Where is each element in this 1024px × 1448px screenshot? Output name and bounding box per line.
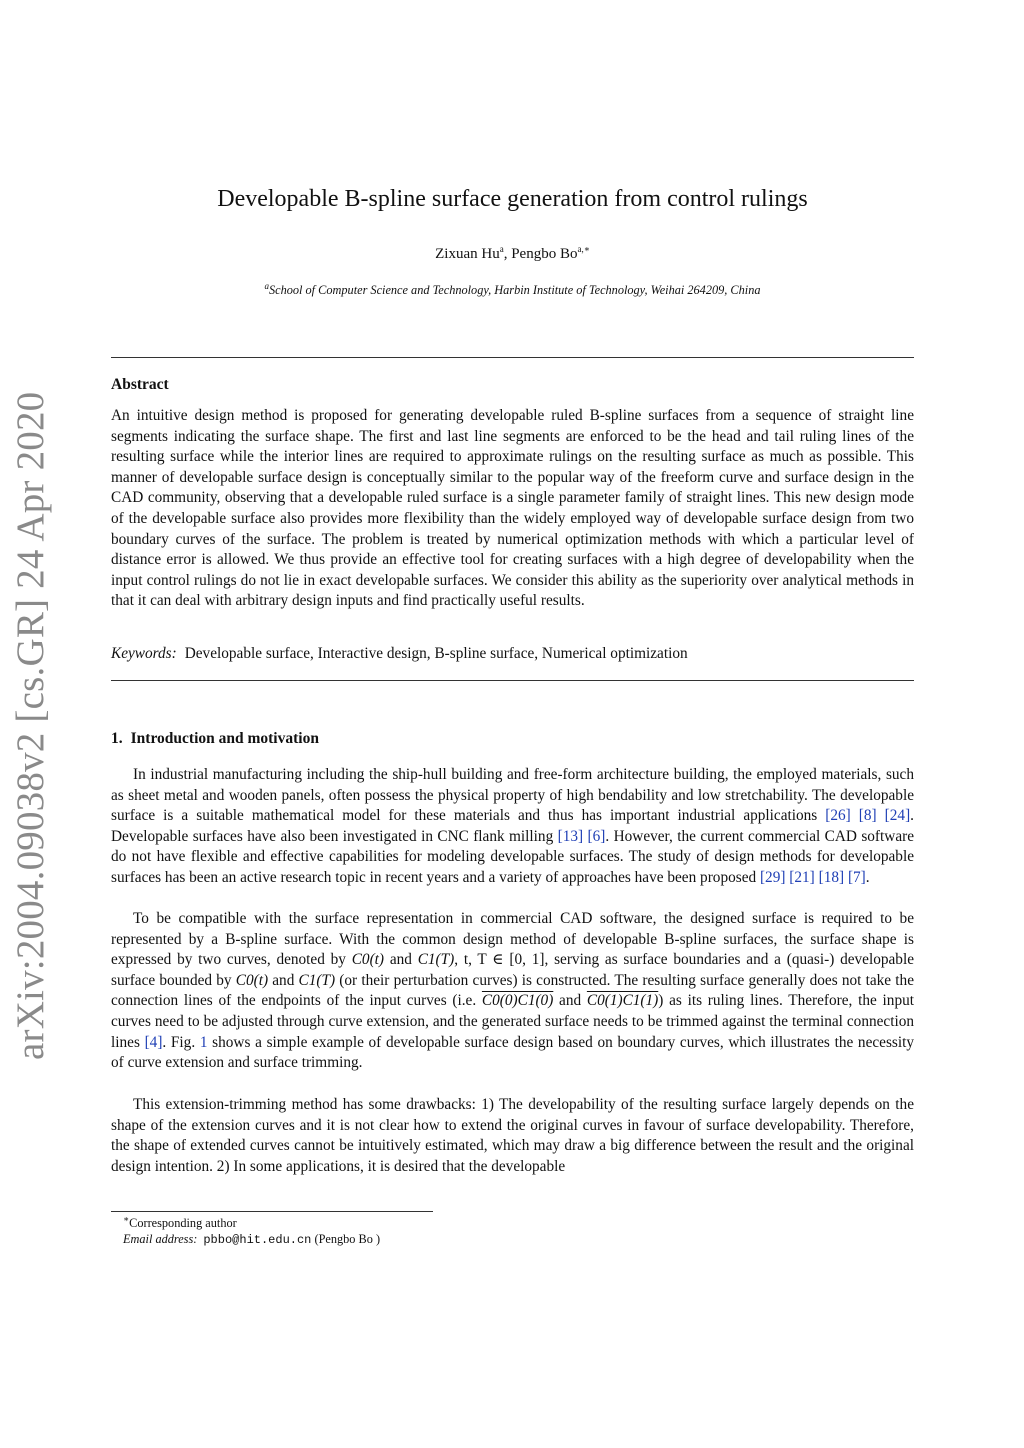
author-separator: , [503, 246, 512, 262]
keywords [111, 645, 688, 663]
footnote-mark: ∗ [123, 1214, 130, 1224]
math-expression: C1(T) [298, 971, 336, 989]
email-label: Email address: [123, 1232, 198, 1246]
paragraph-text: . However, the current commercial CAD software do not have flexible and effective capabilities for modeling developable surfaces. The study of design methods for developable surfaces has been an active research topic in recent years and a variety of approaches have been proposed [111, 827, 914, 886]
citation-link[interactable]: [7] [847, 868, 866, 886]
citation-link[interactable]: [26] [825, 807, 851, 825]
figure-link[interactable]: 1 [199, 1033, 208, 1051]
citation-link[interactable]: [6] [587, 827, 606, 845]
paragraph-2 [111, 909, 914, 1074]
paragraph-text: ) as its ruling lines. Therefore, the input curves need to be adjusted through curve extension, and the generated surface needs to be trimmed against the terminal connection lines [111, 992, 914, 1051]
section-heading [111, 730, 319, 748]
email-owner: (Pengbo Bo ) [314, 1232, 381, 1246]
paragraph-text: , t, T ∈ [0, 1], serving as surface boundaries and a (quasi-) developable surface bounded by [111, 951, 914, 989]
email-address[interactable]: pbbo@hit.edu.cn [203, 1233, 312, 1247]
section-title: Introduction and motivation [130, 730, 319, 747]
arxiv-identifier: arXiv:2004.09038v2 [cs.GR] 24 Apr 2020 [9, 391, 52, 1060]
paragraph-text: shows a simple example of developable surface design based on boundary curves, which illustrates the necessity of curve extension and surface trimming. [111, 1033, 915, 1072]
math-expression: C0(t) [351, 951, 385, 969]
footnote-email [123, 1232, 380, 1247]
paragraph-3: This extension-trimming method has some drawbacks: 1) The developability of the resulting surface largely depends on the shape of the extension curves and it is not clear how to extend the original curves in favour of surface developability. Therefore, the shape of extended curves cannot be intuitively estimated, which may draw a big difference between the result and the original design intention. 2) In some applications, it is desired that the developable [111, 1096, 914, 1175]
footnote-corresponding [123, 1214, 237, 1231]
affiliation-text: School of Computer Science and Technology, Harbin Institute of Technology, Weihai 264209, China [268, 283, 761, 298]
citation-link[interactable]: [18] [818, 868, 845, 886]
paper-title: Developable B-spline surface generation from control rulings [217, 186, 808, 212]
author-name: Zixuan Hu [435, 246, 500, 262]
paragraph-text: and [268, 971, 299, 989]
abstract-bottom-rule [111, 680, 914, 681]
paragraph-text: . [865, 868, 870, 886]
citation-link[interactable]: [29] [759, 868, 786, 886]
keywords-text: Developable surface, Interactive design, B-spline surface, Numerical optimization [184, 645, 688, 662]
author-affil-mark: a,∗ [577, 244, 590, 254]
paragraph-text: . Fig. [162, 1033, 200, 1051]
citation-link[interactable]: [21] [789, 868, 815, 886]
affiliation [111, 281, 914, 298]
author-name: Pengbo Bo [511, 246, 578, 262]
math-expression: C0(t) [235, 971, 269, 989]
math-expression: C0(1)C1(1) [586, 992, 659, 1010]
citation-link[interactable]: [8] [858, 807, 877, 825]
footnote-rule [111, 1211, 433, 1212]
author-affil-mark: a [499, 244, 504, 254]
paragraph-text: To be compatible with the surface representation in commercial CAD software, the designed surface is required to be represented by a B-spline surface. With the common design method of developable B-spline surfaces, the surface shape is expressed by two curves, denoted by [111, 910, 914, 969]
footnote-note: Corresponding author [129, 1216, 237, 1231]
author-list [111, 244, 914, 263]
citation-link[interactable]: [13] [557, 827, 584, 845]
affiliation-mark: a [264, 281, 269, 291]
paragraph-1 [111, 765, 914, 889]
abstract-top-rule [111, 357, 914, 358]
paragraph-text: In industrial manufacturing including the ship-hull building and free-form architecture building, the employed materials, such as sheet metal and wooden panels, often possess the physical property of high bendability and low stretchability. The developable surface is a suitable mathematical model for these materials and thus has important industrial applications [111, 766, 914, 825]
abstract-text: An intuitive design method is proposed for generating developable ruled B-spline surfaces from a sequence of straight line segments indicating the surface shape. The first and last line segments are enforced to be the head and tail ruling lines of the resulting surface while the interior lines are required to approximate rulings on the resulting surface as much as possible. This manner of developable surface design is conceptually similar to the popular way of the freeform curve and surface design in the CAD community, observing that a developable ruled surface is a single parameter family of straight lines. This new design mode of the developable surface also provides more flexibility than the widely employed way of developable surface design from two boundary curves of the surface. The problem is treated by numerical optimization methods with which a particular level of distance error is allowed. We thus provide an effective tool for creating surfaces with a high degree of developability when the input control rulings do not lie in exact developable surfaces. We consider this ability as the superiority over analytical methods in that it can deal with arbitrary design inputs and find practically useful results. [111, 407, 914, 610]
section-number: 1. [111, 730, 123, 747]
math-expression: C0(0)C1(0) [481, 992, 554, 1010]
citation-link[interactable]: [24] [884, 807, 911, 825]
paragraph-text: and [553, 992, 587, 1010]
paragraph-text: (or their perturbation curves) is constructed. The resulting surface generally does not take the connection lines of the endpoints of the input curves (i.e. [111, 971, 914, 1010]
abstract-heading: Abstract [111, 376, 169, 393]
math-expression: C1(T) [417, 951, 455, 969]
paragraph-text: and [384, 951, 418, 969]
keywords-label: Keywords: [111, 645, 177, 662]
paragraph-text: . Developable surfaces have also been investigated in CNC flank milling [111, 807, 914, 845]
citation-link[interactable]: [4] [144, 1033, 163, 1051]
